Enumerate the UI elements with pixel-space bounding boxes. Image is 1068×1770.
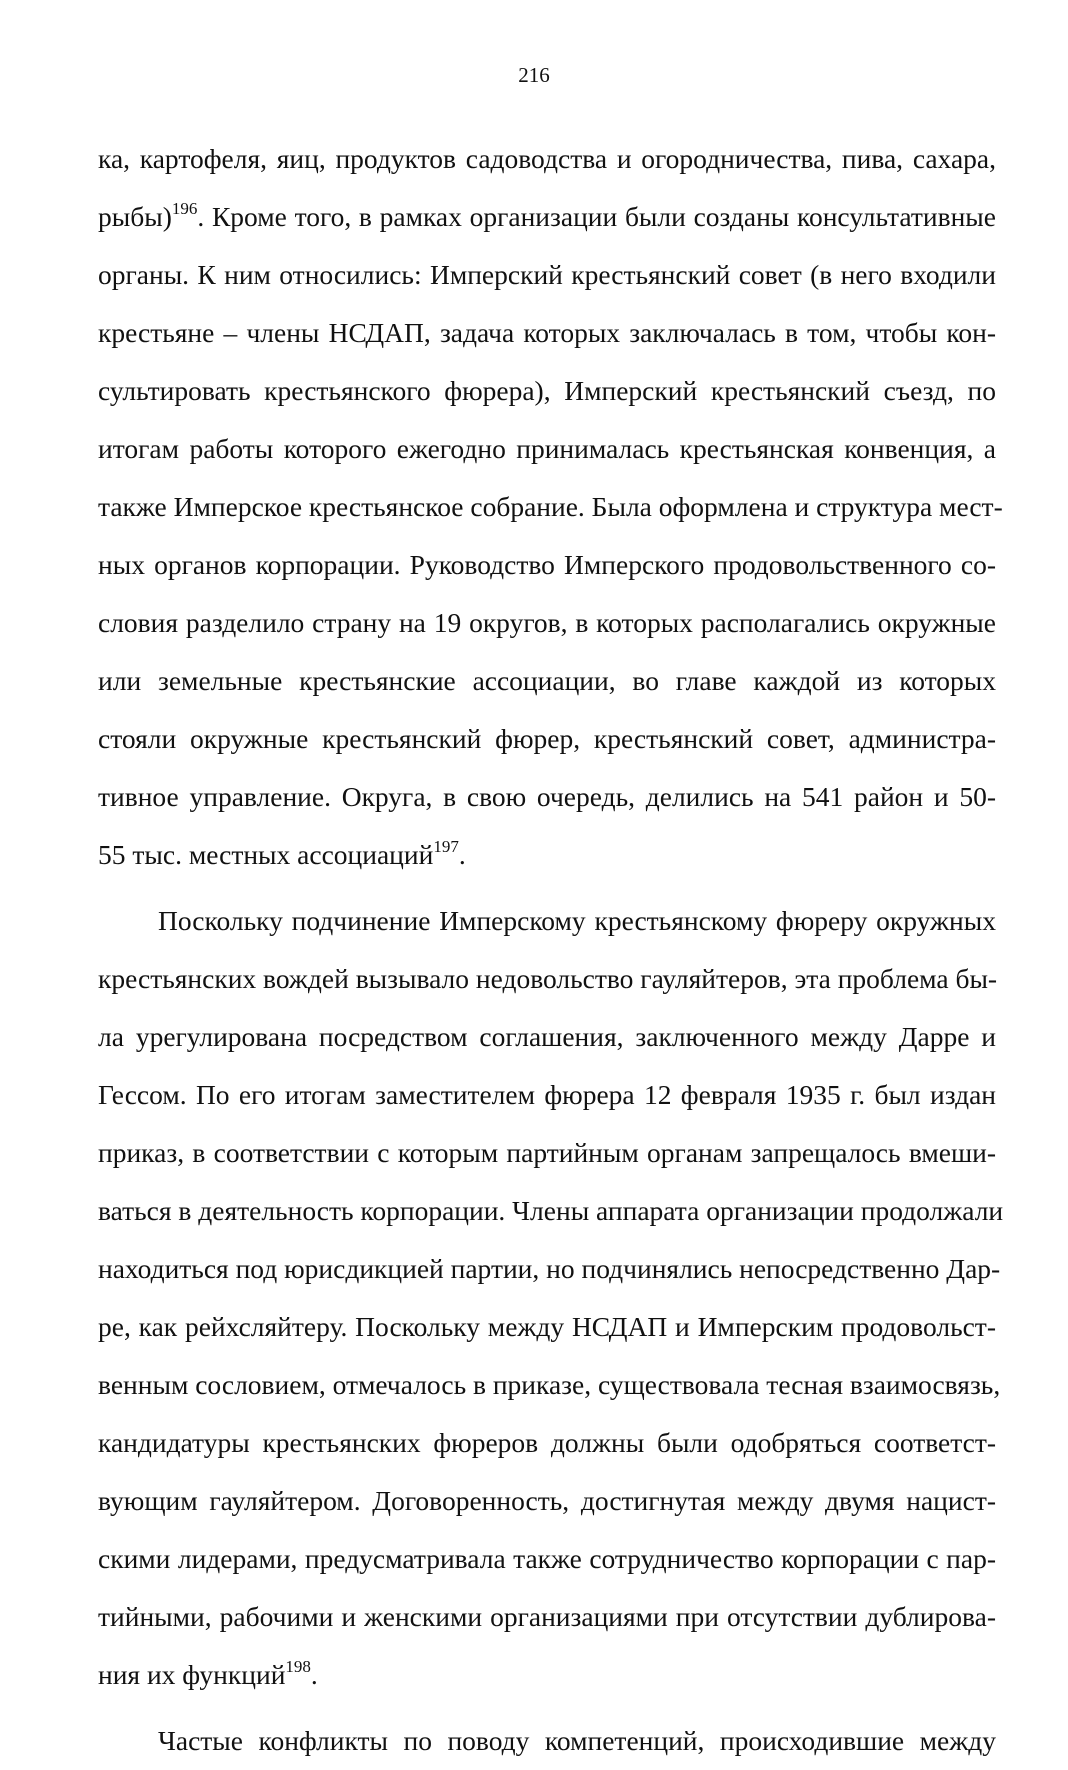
text-line: также Имперское крестьянское собрание. Была оформлена и структура мест- — [98, 491, 1003, 522]
paragraph — [98, 130, 1003, 884]
text-line: Гессом. По его итогам заместителем фюрера 12 февраля 1935 г. был издан — [98, 1079, 996, 1110]
text-line: ных органов корпорации. Руководство Имперского продовольственного со- — [98, 549, 996, 580]
footnote-ref: 197 — [433, 836, 459, 856]
text-line: вующим гауляйтером. Договоренность, достигнутая между двумя нацист- — [98, 1485, 996, 1516]
text-line: ваться в деятельность корпорации. Члены аппарата организации продолжали — [98, 1195, 1004, 1226]
paragraph — [98, 892, 1004, 1704]
body-text — [98, 130, 1004, 1770]
text-line: ла урегулирована посредством соглашения, заключенного между Дарре и — [98, 1021, 996, 1052]
page-number: 216 — [518, 63, 550, 87]
footnote-ref: 196 — [171, 198, 198, 218]
text-line: 55 тыс. местных ассоциаций$^{197}$. — [98, 836, 466, 870]
text-line: скими лидерами, предусматривала также сотрудничество корпорации с пар- — [98, 1543, 996, 1574]
text-line: тийными, рабочими и женскими организациями при отсутствии дублирова- — [98, 1601, 996, 1632]
text-line: стояли окружные крестьянский фюрер, крестьянский совет, администра- — [98, 723, 996, 754]
text-line: сультировать крестьянского фюрера), Имперский крестьянский съезд, по — [98, 375, 996, 406]
text-line: ка, картофеля, яиц, продуктов садоводства и огородничества, пива, сахара, — [98, 143, 996, 174]
text-line: рыбы)$^{196}$. Кроме того, в рамках организации были созданы консультативные — [98, 198, 996, 232]
text-line: приказ, в соответствии с которым партийным органам запрещалось вмеши- — [98, 1137, 996, 1168]
text-line: кандидатуры крестьянских фюреров должны были одобряться соответст- — [98, 1427, 996, 1458]
text-line: Частые конфликты по поводу компетенций, происходившие между — [158, 1725, 996, 1756]
text-line: итогам работы которого ежегодно принималась крестьянская конвенция, а — [98, 433, 996, 464]
text-line: венным сословием, отмечалось в приказе, существовала тесная взаимосвязь, — [98, 1369, 1001, 1400]
text-line: крестьяне – члены НСДАП, задача которых заключалась в том, чтобы кон- — [98, 317, 996, 348]
paragraph — [98, 1712, 996, 1770]
text-line: ния их функций$^{198}$. — [98, 1656, 318, 1690]
text-line: словия разделило страну на 19 округов, в которых располагались окружные — [98, 607, 996, 638]
text-line: или земельные крестьянские ассоциации, во главе каждой из которых — [98, 665, 996, 696]
text-line: ре, как рейхсляйтеру. Поскольку между НСДАП и Имперским продовольст- — [98, 1311, 996, 1342]
text-line: крестьянских вождей вызывало недовольство гауляйтеров, эта проблема бы- — [98, 963, 998, 994]
footnote-ref: 198 — [285, 1656, 311, 1676]
text-line: находиться под юрисдикцией партии, но подчинялись непосредственно Дар- — [98, 1253, 1001, 1284]
text-line: Поскольку подчинение Имперскому крестьянскому фюреру окружных — [158, 905, 996, 936]
text-line: тивное управление. Округа, в свою очередь, делились на 541 район и 50- — [98, 781, 996, 812]
text-line: органы. К ним относились: Имперский крестьянский совет (в него входили — [98, 259, 996, 290]
